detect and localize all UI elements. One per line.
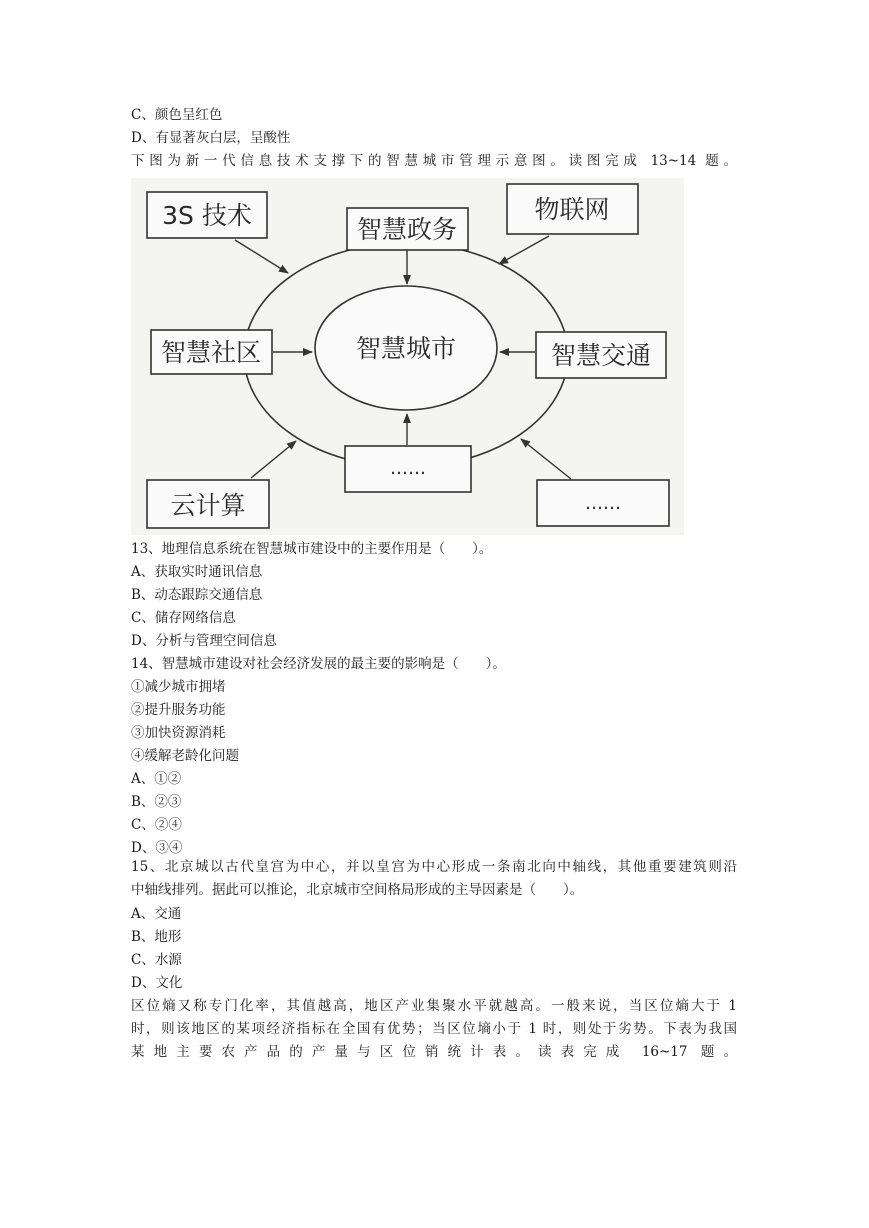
passage-line2: 时，则该地区的某项经济指标在全国有优势；当区位墒小于 1 时，则处于劣势。下表为我国	[131, 1021, 737, 1037]
q15-option-a: A、交通	[131, 906, 182, 922]
q15-option-b: B、地形	[131, 929, 182, 945]
question-14: 14、智慧城市建设对社会经济发展的最主要的影响是（ ）。	[131, 656, 506, 672]
arrow-3s-ring	[235, 240, 288, 273]
box-cloud-computing-label: 云计算	[170, 491, 246, 520]
q14-item-1: ①减少城市拥堵	[131, 679, 226, 695]
box-smart-community-label: 智慧社区	[160, 338, 262, 367]
q14-option-d: D、③④	[131, 840, 183, 856]
question-13: 13、地理信息系统在智慧城市建设中的主要作用是（ ）。	[131, 541, 493, 557]
arrow-iot-ring	[499, 236, 549, 264]
diagram-svg	[131, 178, 684, 535]
passage-line3: 某地主要农产品的产量与区位销统计表。读表完成 16~17 题。	[131, 1044, 737, 1060]
q13-option-a: A、获取实时通讯信息	[131, 564, 263, 580]
q14-item-3: ③加快资源消耗	[131, 725, 226, 741]
passage-line1: 区位熵又称专门化率，其值越高，地区产业集聚水平就越高。一般来说，当区位熵大于 1	[131, 998, 737, 1014]
smart-city-diagram	[131, 178, 684, 535]
box-3s-tech-label: 3S 技术	[162, 201, 252, 230]
diagram-intro: 下图为新一代信息技术支撑下的智慧城市管理示意图。读图完成 13~14 题。	[131, 153, 737, 169]
box-outer-bottom-right-label: ……	[585, 493, 621, 514]
box-iot-label: 物联网	[534, 195, 610, 224]
box-smart-government-label: 智慧政务	[356, 215, 458, 244]
q13-option-b: B、动态跟踪交通信息	[131, 587, 263, 603]
option-d-prev: D、有显著灰白层，呈酸性	[131, 130, 291, 146]
box-ring-bottom-label: ……	[390, 458, 426, 479]
q14-item-2: ②提升服务功能	[131, 702, 226, 718]
question-15-line1: 15、北京城以古代皇宫为中心，并以皇宫为中心形成一条南北向中轴线，其他重要建筑则沿	[131, 859, 737, 875]
q15-option-c: C、水源	[131, 952, 182, 968]
q13-option-c: C、储存网络信息	[131, 610, 236, 626]
box-smart-traffic-label: 智慧交通	[550, 341, 652, 370]
arrow-cloud-ring	[251, 441, 296, 478]
arrow-outer-bottom-right-ring	[521, 439, 571, 479]
q14-item-4: ④缓解老龄化问题	[131, 748, 239, 764]
q13-option-d: D、分析与管理空间信息	[131, 633, 277, 649]
question-15-line2: 中轴线排列。据此可以推论，北京城市空间格局形成的主导因素是（ ）。	[131, 882, 584, 898]
q15-option-d: D、文化	[131, 975, 183, 991]
center-label: 智慧城市	[355, 334, 457, 363]
q14-option-a: A、①②	[131, 771, 182, 787]
q14-option-b: B、②③	[131, 794, 182, 810]
q14-option-c: C、②④	[131, 817, 182, 833]
option-c-prev: C、颜色呈红色	[131, 107, 223, 123]
